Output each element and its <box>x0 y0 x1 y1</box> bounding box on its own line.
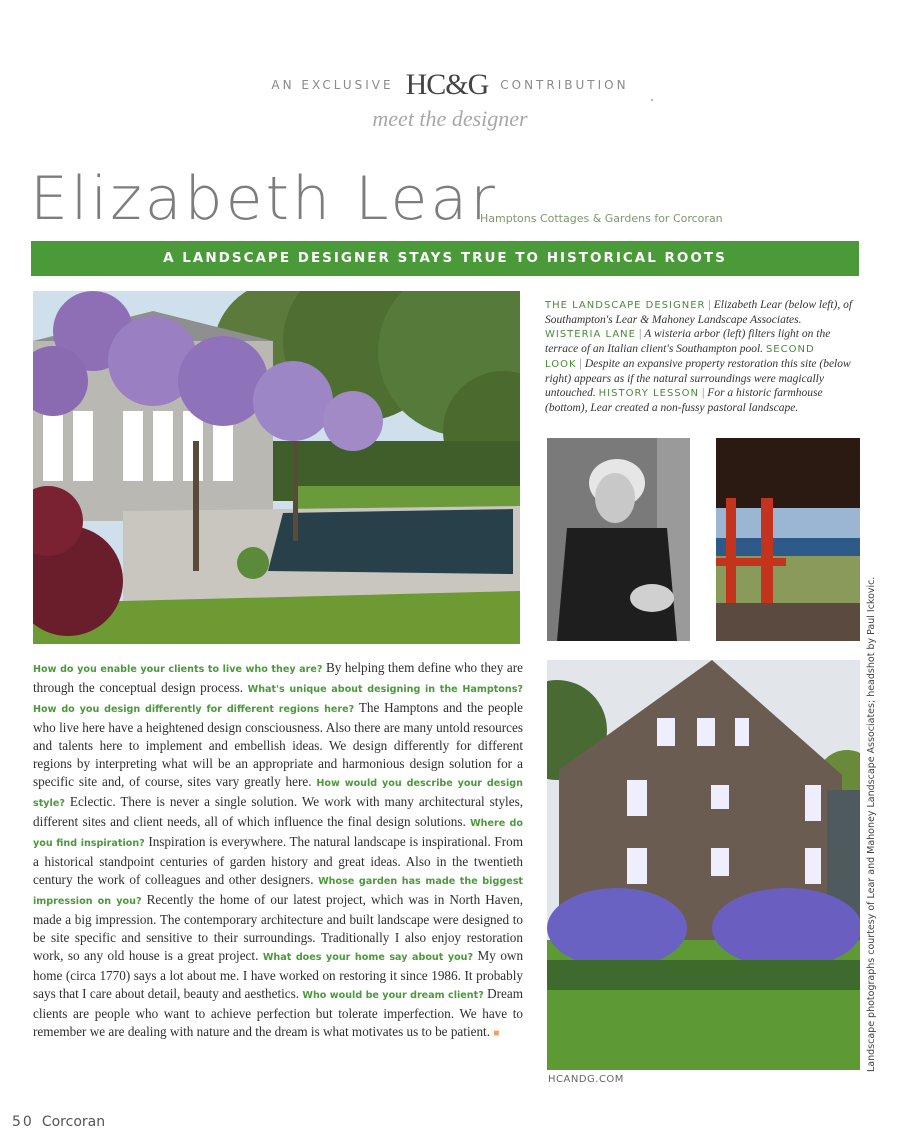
interview-question: Who would be your dream client? <box>302 990 484 1001</box>
interview-answer: Recently the home of our latest project, which was in North Haven, made a big impression. The contemporary architecture and built landscape were designed to be site specific and sensitive to their surroundings. Traditionally I also enjoy restoration work, so any old house is a great project. <box>33 892 524 963</box>
caption-label: WISTERIA LANE <box>545 329 636 340</box>
caption-separator: | <box>579 358 582 370</box>
masthead-left: AN EXCLUSIVE <box>271 78 394 92</box>
page-number: 50 <box>12 1114 34 1130</box>
interview-question: What's unique about designing in the Hamptons? How do you design differently for different regions here? <box>33 684 523 715</box>
headline-banner: A LANDSCAPE DESIGNER STAYS TRUE TO HISTORICAL ROOTS <box>31 241 859 276</box>
folio <box>12 1114 105 1130</box>
masthead-right: CONTRIBUTION <box>500 78 629 92</box>
end-mark-icon: ■ <box>493 1028 500 1039</box>
interview-question: What does your home say about you? <box>262 952 474 963</box>
caption-label: HISTORY LESSON <box>598 388 699 399</box>
interview-question: How do you enable your clients to live who they are? <box>33 664 323 675</box>
interview-answer: My own home (circa 1770) says a lot about me. I have worked on restoring it since 1986. It probably says that I care about detail, beauty and aesthetics. <box>33 948 524 1001</box>
pavilion-photo <box>716 438 860 641</box>
interview-answer: Inspiration is everywhere. The natural landscape is inspirational. From a historical standpoint centuries of garden history and great ideas. Also in the twentieth century the work of colleagues and other designers. <box>33 834 523 887</box>
section-kicker: meet the designer <box>372 106 528 131</box>
interview-question: How would you describe your design style? <box>33 778 523 809</box>
designer-name: Elizabeth Lear <box>30 164 498 234</box>
interview-body <box>33 659 523 1043</box>
interview-question: Where do you find inspiration? <box>33 818 524 849</box>
folio-brand: Corcoran <box>41 1114 106 1130</box>
farmhouse-photo <box>547 660 860 1070</box>
headshot-photo <box>547 438 690 641</box>
hcg-logo: HC&G <box>405 68 489 101</box>
caption-label: THE LANDSCAPE DESIGNER <box>545 300 706 311</box>
wisteria-pool-photo <box>33 291 520 644</box>
interview-question: Whose garden has made the biggest impression on you? <box>33 876 524 907</box>
caption-separator: | <box>701 387 705 399</box>
masthead <box>0 68 900 102</box>
photo-caption <box>545 298 860 415</box>
caption-text: Elizabeth Lear (below left), of Southampton's Lear & Mahoney Landscape Associates. <box>545 299 853 326</box>
subtitle: Hamptons Cottages & Gardens for Corcoran <box>480 212 723 225</box>
website-link[interactable]: HCANDG.COM <box>548 1074 624 1085</box>
caption-text: Despite an expansive property restoration this site (below right) appears as if the natural surroundings were magically untouched. <box>545 358 851 399</box>
caption-separator: | <box>638 328 642 340</box>
interview-answer: Dream clients are people who want to achieve perfection but tolerate imperfection. We have to remember we are dealing with nature and the dream is what motivates us to be patient. <box>33 986 523 1039</box>
caption-label: SECOND LOOK <box>545 344 815 370</box>
interview-answer: The Hamptons and the people who live here have a heightened design consciousness. Also there are many untold resources and talents here to implement and embellish ideas. We design differently for different regions by interpreting what will be an appropriate and harmonious design solution for a specific site and, of course, sites vary greatly here. <box>33 700 523 789</box>
caption-separator: | <box>708 299 711 311</box>
interview-answer: Eclectic. There is never a single solution. We work with many architectural styles, different sites and client needs, all of which influence the final design solutions. <box>33 794 524 829</box>
photo-credit: Landscape photographs courtesy of Lear and Mahoney Landscape Associates; headshot by Paul Ickovic. <box>866 576 877 1072</box>
interview-answer: By helping them define who they are through the conceptual design process. <box>33 660 524 695</box>
caption-text: For a historic farmhouse (bottom), Lear created a non-fussy pastoral landscape. <box>545 387 823 414</box>
caption-text: A wisteria arbor (left) filters light on the terrace of an Italian client's Southampton pool. <box>545 328 831 355</box>
